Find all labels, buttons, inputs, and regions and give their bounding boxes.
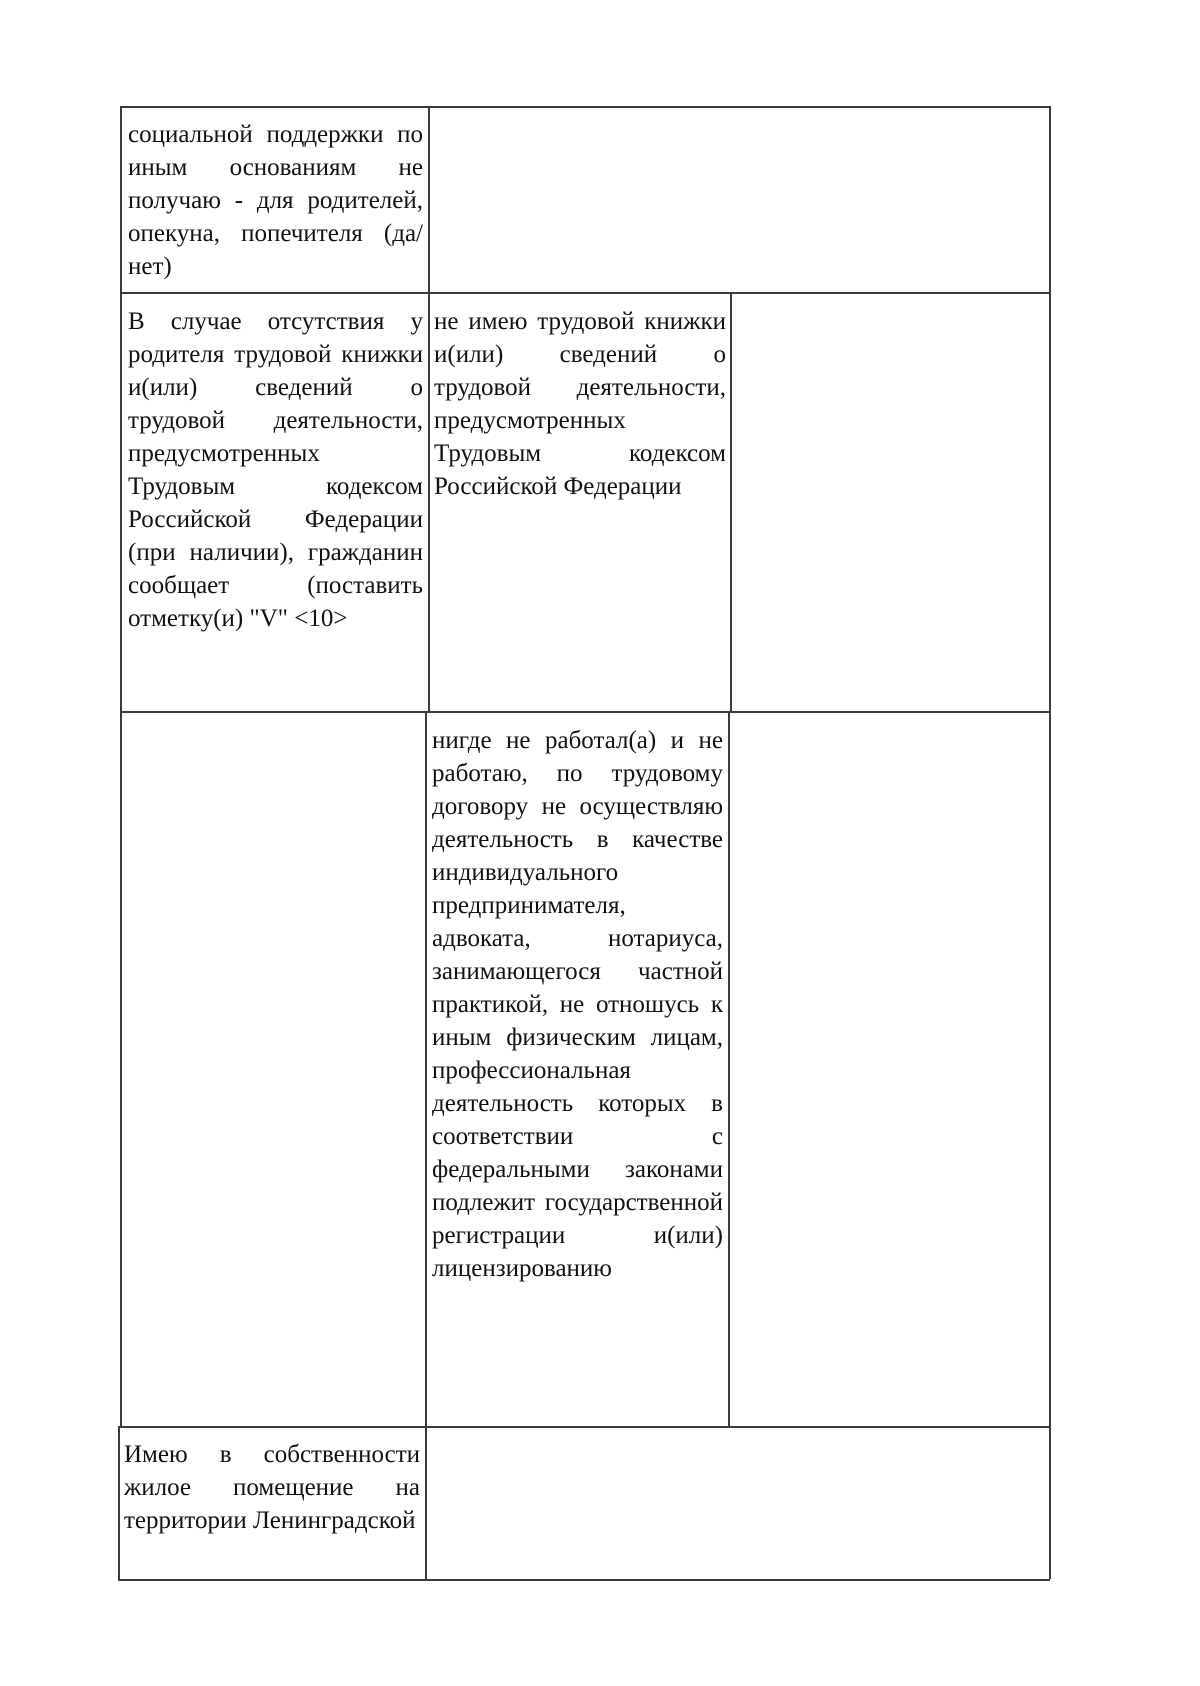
row4-divider [425,1426,427,1579]
row4-col1-cell [124,1438,420,1537]
row4-col1-text: Имею в собственности жилое помещение на территории Ленинградской [124,1441,420,1534]
row3-col2-cell [432,724,723,1285]
row2-border-left [120,292,122,711]
row2-border-top [120,292,1050,294]
row2-col2-cell [434,305,726,503]
row4-border-right [1049,1426,1051,1579]
row2-divider-1 [428,292,430,711]
row2-col1-cell [128,305,423,635]
row3-border-right [1049,711,1051,1426]
row4-border-left [118,1426,120,1579]
row1-col1-text: социальной поддержки по иным основаниям не получаю - для родителей, опекуна, попечителя (да/нет) [128,121,423,280]
row2-divider-2 [730,292,732,711]
row2-border-right [1049,292,1051,711]
row1-border-left [120,106,122,292]
row1-col1-cell [128,118,423,283]
table-border-top [120,106,1050,108]
row3-border-left [120,711,122,1426]
row3-border-top [120,711,1050,713]
row3-col2-text: нигде не работал(а) и не работаю, по трудовому договору не осуществляю деятельность в качестве индивидуального предпринимателя, адвоката, нотариуса, занимающегося частной практикой, не отношусь к иным физическим лицам, профессиональная деятельность которых в соответствии с федеральными законами подлежит государственной регистрации и(или) лицензированию [432,727,723,1282]
row3-divider-2 [728,711,730,1426]
row2-col1-text: В случае отсутствия у родителя трудовой книжки и(или) сведений о трудовой деятельности, предусмотренных Трудовым кодексом Российской Федерации (при наличии), гражданин сообщает (поставить отметку(и) "V" <10> [128,308,423,632]
row2-col2-text: не имею трудовой книжки и(или) сведений о трудовой деятельности, предусмотренных Трудовым кодексом Российской Федерации [434,308,726,500]
row3-divider-1 [425,711,427,1426]
table-border-bottom [118,1579,1050,1581]
row1-divider [428,106,430,292]
row4-border-top [118,1426,1050,1428]
row1-border-right [1049,106,1051,292]
